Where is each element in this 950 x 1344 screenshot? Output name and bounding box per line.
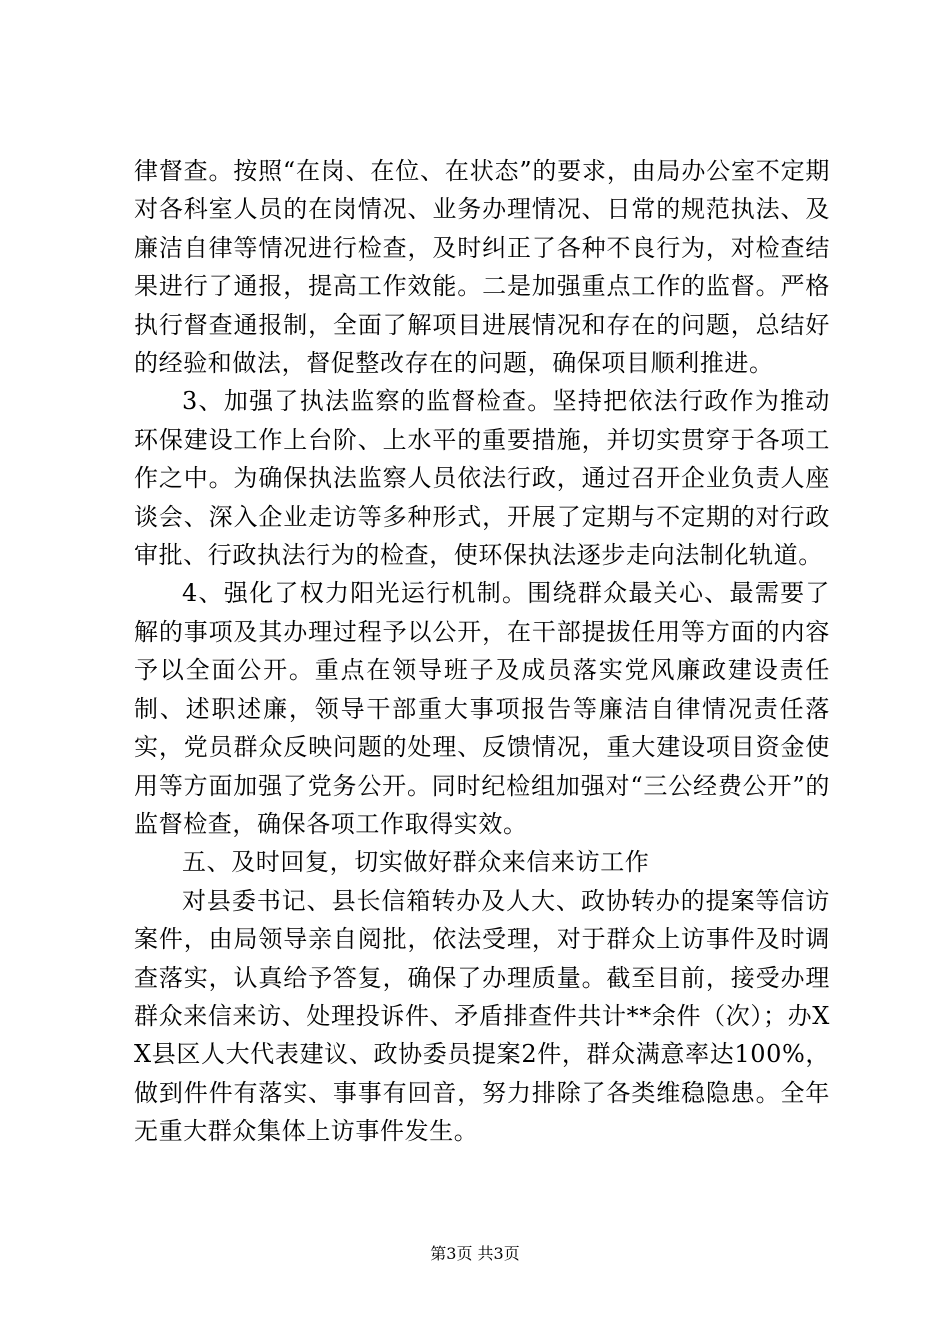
document-body	[134, 152, 830, 1151]
paragraph-1: 律督查。按照“在岗、在位、在状态”的要求，由局办公室不定期对各科室人员的在岗情况、业务办理情况、日常的规范执法、及廉洁自律等情况进行检查，及时纠正了各种不良行为，对检查结果进行了通报，提高工作效能。二是加强重点工作的监督。严格执行督查通报制，全面了解项目进展情况和存在的问题，总结好的经验和做法，督促整改存在的问题，确保项目顺利推进。	[134, 157, 830, 378]
paragraph-2: 3、加强了执法监察的监督检查。坚持把依法行政作为推动环保建设工作上台阶、上水平的重要措施，并切实贯穿于各项工作之中。为确保执法监察人员依法行政，通过召开企业负责人座谈会、深入企业走访等多种形式，开展了定期与不定期的对行政审批、行政执法行为的检查，使环保执法逐步走向法制化轨道。	[134, 387, 830, 570]
paragraph-3: 4、强化了权力阳光运行机制。围绕群众最关心、最需要了解的事项及其办理过程予以公开，在干部提拔任用等方面的内容予以全面公开。重点在领导班子及成员落实党风廉政建设责任制、述职述廉，领导干部重大事项报告等廉洁自律情况责任落实，党员群众反映问题的处理、反馈情况，重大建设项目资金使用等方面加强了党务公开。同时纪检组加强对“三公经费公开”的监督检查，确保各项工作取得实效。	[134, 579, 830, 838]
page-number-footer: 第3页 共3页	[430, 1244, 520, 1263]
paragraph-5: 对县委书记、县长信箱转办及人大、政协转办的提案等信访案件，由局领导亲自阅批，依法受理，对于群众上访事件及时调查落实，认真给予答复，确保了办理质量。截至目前，接受办理群众来信来访、处理投诉件、矛盾排查件共计**余件（次）；办XX县区人大代表建议、政协委员提案2件，群众满意率达100%，做到件件有落实、事事有回音，努力排除了各类维稳隐患。全年无重大群众集体上访事件发生。	[134, 886, 830, 1146]
section-heading-5: 五、及时回复，切实做好群众来信来访工作	[182, 848, 650, 877]
